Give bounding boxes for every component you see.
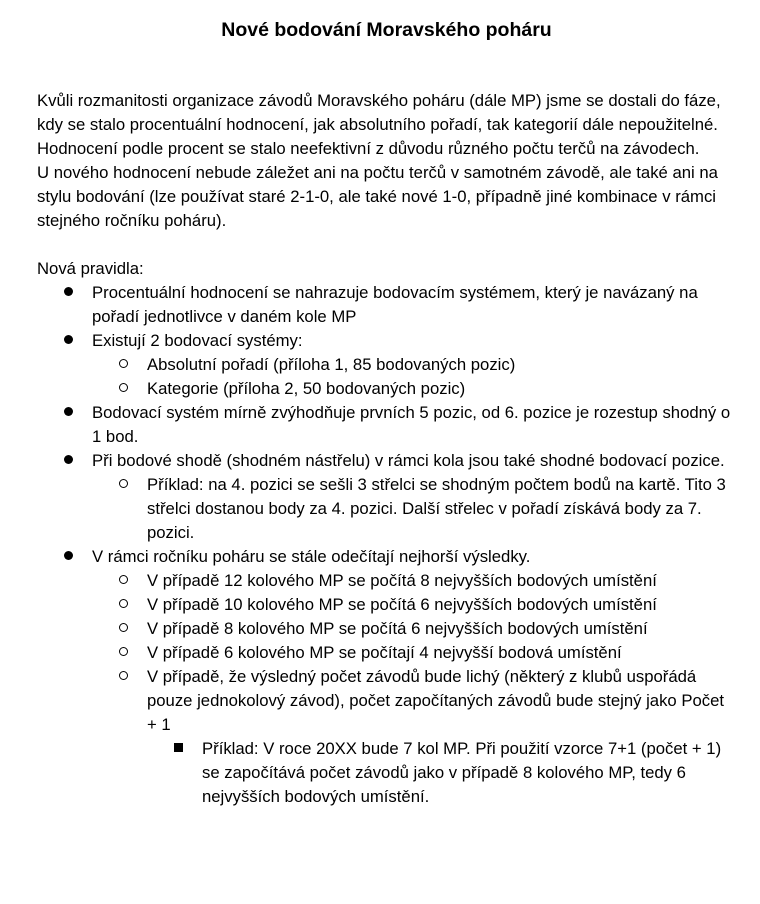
intro-paragraph-3: U nového hodnocení nebude záležet ani na počtu terčů v samotném závodě, ale také ani na stylu bodování (lze používat staré 2-1-0, ale také nové 1-0, případně jiné kombinace v rámci stejného ročníku poháru). [37, 163, 718, 230]
rule-text: V rámci ročníku poháru se stále odečítají nejhorší výsledky. [92, 547, 531, 566]
rule-sublist [92, 473, 736, 545]
document-title: Nové bodování Moravského poháru [221, 19, 552, 41]
circle-bullet-icon [119, 353, 128, 377]
rule-subitem [92, 473, 736, 545]
rules-list [37, 281, 736, 809]
disc-bullet-icon [64, 329, 73, 353]
intro-paragraph-1: Kvůli rozmanitosti organizace závodů Moravského poháru (dále MP) jsme se dostali do fáze, kdy se stalo procentuální hodnocení, jak absolutního pořadí, tak kategorií dále nepoužitelné. [37, 91, 721, 134]
spacer [37, 233, 736, 257]
rule-subitem-text: Kategorie (příloha 2, 50 bodovaných pozic) [147, 379, 466, 398]
rule-item [37, 401, 736, 449]
rule-subitem [92, 353, 736, 377]
rule-item [37, 329, 736, 401]
intro-paragraph-2: Hodnocení podle procent se stalo neefektivní z důvodu různého počtu terčů na závodech. [37, 139, 700, 158]
rule-text: Při bodové shodě (shodném nástřelu) v rámci kola jsou také shodné bodovací pozice. [92, 451, 725, 470]
intro-section [37, 89, 736, 233]
square-bullet-icon [174, 737, 183, 761]
rule-subitem-text: V případě 12 kolového MP se počítá 8 nejvyšších bodových umístění [147, 571, 657, 590]
rule-sublist [92, 569, 736, 809]
rule-subitem-text: V případě, že výsledný počet závodů bude lichý (některý z klubů uspořádá pouze jednokolový závod), počet započítaných závodů bude stejný jako Počet + 1 [147, 667, 725, 734]
rule-subitem-text: V případě 6 kolového MP se počítají 4 nejvyšší bodová umístění [147, 643, 622, 662]
circle-bullet-icon [119, 377, 128, 401]
rule-subitem [92, 665, 736, 809]
circle-bullet-icon [119, 569, 128, 593]
rule-text: Procentuální hodnocení se nahrazuje bodovacím systémem, který je navázaný na pořadí jednotlivce v daném kole MP [92, 283, 698, 326]
rule-subitem [92, 641, 736, 665]
circle-bullet-icon [119, 641, 128, 665]
rule-item [37, 545, 736, 809]
rule-subitem [92, 593, 736, 617]
rule-subitem-text: V případě 10 kolového MP se počítá 6 nejvyšších bodových umístění [147, 595, 657, 614]
circle-bullet-icon [119, 593, 128, 617]
rule-subitem-text: Absolutní pořadí (příloha 1, 85 bodovaných pozic) [147, 355, 516, 374]
rule-subitem-text: V případě 8 kolového MP se počítá 6 nejvyšších bodových umístění [147, 619, 648, 638]
rules-heading: Nová pravidla: [37, 259, 144, 278]
disc-bullet-icon [64, 449, 73, 473]
circle-bullet-icon [119, 473, 128, 497]
rule-subitem [92, 569, 736, 593]
rule-text: Bodovací systém mírně zvýhodňuje prvních 5 pozic, od 6. pozice je rozestup shodný o 1 bod. [92, 403, 731, 446]
rule-subsubitem-text: Příklad: V roce 20XX bude 7 kol MP. Při použití vzorce 7+1 (počet + 1) se započítává počet závodů jako v případě 8 kolového MP, tedy 6 nejvyšších bodových umístění. [202, 739, 722, 806]
rule-subitem [92, 377, 736, 401]
circle-bullet-icon [119, 665, 128, 689]
rule-item [37, 281, 736, 329]
rule-subsublist [147, 737, 736, 809]
rule-item [37, 449, 736, 545]
rule-subitem [92, 617, 736, 641]
disc-bullet-icon [64, 281, 73, 305]
rule-subsubitem [147, 737, 736, 809]
rule-subitem-text: Příklad: na 4. pozici se sešli 3 střelci se shodným počtem bodů na kartě. Tito 3 střelci dostanou body za 4. pozici. Další střelec v pořadí získává body za 7. pozici. [147, 475, 726, 542]
circle-bullet-icon [119, 617, 128, 641]
disc-bullet-icon [64, 545, 73, 569]
rule-text: Existují 2 bodovací systémy: [92, 331, 303, 350]
disc-bullet-icon [64, 401, 73, 425]
rule-sublist [92, 353, 736, 401]
